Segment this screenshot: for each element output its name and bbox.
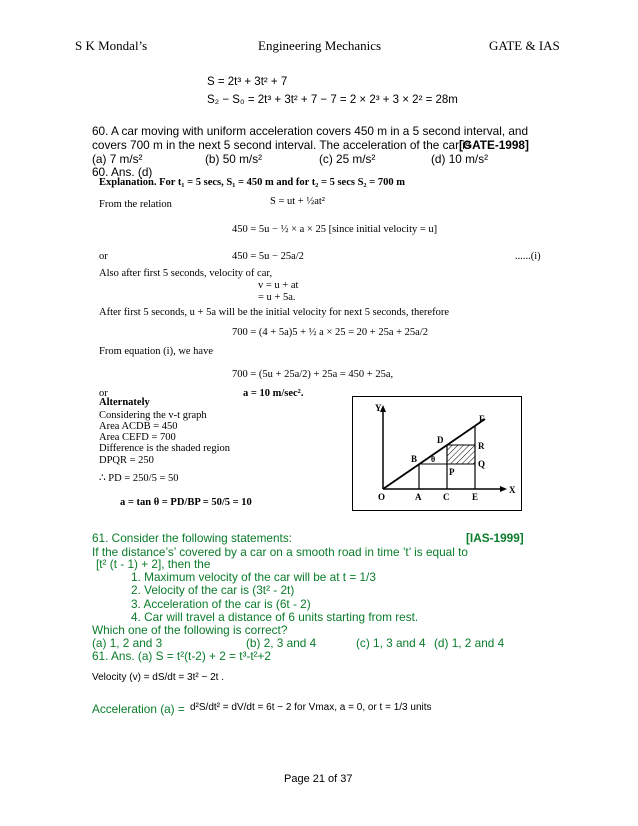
solution-eq-s: S = ut + ½at²	[270, 196, 325, 207]
solution-also: Also after first 5 seconds, velocity of car,	[99, 268, 273, 279]
vt-graph	[352, 396, 522, 511]
label-y: Y	[375, 403, 382, 413]
alt-tan: a = tan θ = PD/BP = 50/5 = 10	[120, 497, 252, 508]
q60-option-d: (d) 10 m/s²	[431, 152, 489, 166]
alt-line-6: DPQR = 250	[99, 455, 154, 466]
solution-eq-450a: 450 = 5u − ½ × a × 25 [since initial velocity = u]	[232, 224, 438, 235]
q61-which: Which one of the following is correct?	[92, 623, 288, 637]
top-equation-1: S = 2t³ + 3t² + 7	[207, 76, 288, 88]
q60-option-c: (c) 25 m/s²	[319, 152, 376, 166]
page-number: Page 21 of 37	[284, 773, 353, 785]
alt-line-2: Considering the v-t graph	[99, 410, 207, 421]
solution-or-2: or	[99, 388, 108, 399]
solution-eq-700: 700 = (4 + 5a)5 + ½ a × 25 = 20 + 25a + 25a/2	[232, 327, 429, 338]
x-arrow-icon	[500, 486, 507, 492]
solution-or-1: or	[99, 251, 108, 262]
q60-option-a: (a) 7 m/s²	[92, 152, 143, 166]
solution-eq-a: a = 10 m/sec².	[243, 388, 304, 399]
q61-statement-2: 2. Velocity of the car is (3t² - 2t)	[131, 583, 295, 597]
label-x: X	[509, 485, 516, 495]
label-q: Q	[478, 459, 486, 469]
q61-option-c: (c) 1, 3 and 4	[356, 636, 426, 650]
solution-eq-i: ......(i)	[515, 251, 541, 262]
q61-text-line3: [t² (t - 1) + 2], then the	[96, 557, 211, 571]
solution-v1: v = u + at	[258, 280, 299, 291]
label-d: D	[437, 435, 444, 445]
label-c: C	[443, 492, 450, 502]
alt-line-5: Difference is the shaded region	[99, 443, 231, 454]
label-f: F	[479, 414, 485, 424]
header-author: S K Mondal’s	[75, 38, 148, 53]
solution-after: After first 5 seconds, u + 5a will be the initial velocity for next 5 seconds, therefore	[99, 307, 449, 318]
label-e: E	[472, 492, 479, 502]
header-exam: GATE & IAS	[489, 38, 560, 53]
q61-text-line2: If the distance’s’ covered by a car on a smooth road in time ’t’ is equal to	[92, 545, 468, 559]
q61-statement-3: 3. Acceleration of the car is (6t - 2)	[131, 597, 311, 611]
q61-answer: 61. Ans. (a) S = t²(t-2) + 2 = t³-t²+2	[92, 649, 271, 663]
top-equation-2: S₂ − S₀ = 2t³ + 3t² + 7 − 7 = 2 × 2³ + 3 × 2² = 28m	[207, 94, 458, 106]
label-theta: θ	[431, 455, 436, 464]
alt-line-1: Alternately	[99, 397, 150, 408]
shaded-region	[447, 445, 475, 464]
solution-from-eq: From equation (i), we have	[99, 346, 214, 357]
label-p: P	[449, 467, 455, 477]
q60-answer: 60. Ans. (d)	[92, 165, 153, 179]
q60-text-line1: 60. A car moving with uniform acceleration covers 450 m in a 5 second interval, and	[92, 124, 529, 138]
alt-line-3: Area ACDB = 450	[99, 421, 178, 432]
label-o: O	[378, 492, 386, 502]
alt-pd: ∴ PD = 250/5 = 50	[99, 473, 179, 484]
label-a: A	[415, 492, 422, 502]
q60-option-b: (b) 50 m/s²	[205, 152, 263, 166]
q61-option-b: (b) 2, 3 and 4	[246, 636, 317, 650]
label-r: R	[478, 441, 485, 451]
solution-explanation: Explanation. For t₁ = 5 secs, S₁ = 450 m and for t₂ = 5 secs S₂ = 700 m	[99, 177, 405, 188]
q60-tag: [GATE-1998]	[459, 138, 529, 152]
vt-graph-svg	[353, 397, 521, 510]
q61-accel-expression: d²S/dt² = dV/dt = 6t − 2 for Vmax, a = 0, or t = 1/3 units	[190, 702, 432, 713]
q61-option-d: (d) 1, 2 and 4	[434, 636, 505, 650]
q61-tag: [IAS-1999]	[466, 531, 524, 545]
header-subject: Engineering Mechanics	[258, 38, 382, 53]
q61-statement-1: 1. Maximum velocity of the car will be at t = 1/3	[131, 570, 376, 584]
q61-velocity: Velocity (v) = dS/dt = 3t² − 2t .	[92, 672, 225, 683]
q61-accel-label: Acceleration (a) =	[92, 702, 185, 716]
solution-eq-700b: 700 = (5u + 25a/2) + 25a = 450 + 25a,	[232, 369, 394, 380]
solution-v2: = u + 5a.	[258, 292, 296, 303]
q61-text-line1: 61. Consider the following statements:	[92, 531, 292, 545]
solution-eq-450b: 450 = 5u − 25a/2	[232, 251, 304, 262]
q60-text-line2: covers 700 m in the next 5 second interval. The acceleration of the car is	[92, 138, 471, 152]
q61-option-a: (a) 1, 2 and 3	[92, 636, 163, 650]
solution-from-relation: From the relation	[99, 199, 172, 210]
label-b: B	[411, 454, 418, 464]
q61-statement-4: 4. Car will travel a distance of 6 units starting from rest.	[131, 610, 419, 624]
alt-line-4: Area CEFD = 700	[99, 432, 176, 443]
